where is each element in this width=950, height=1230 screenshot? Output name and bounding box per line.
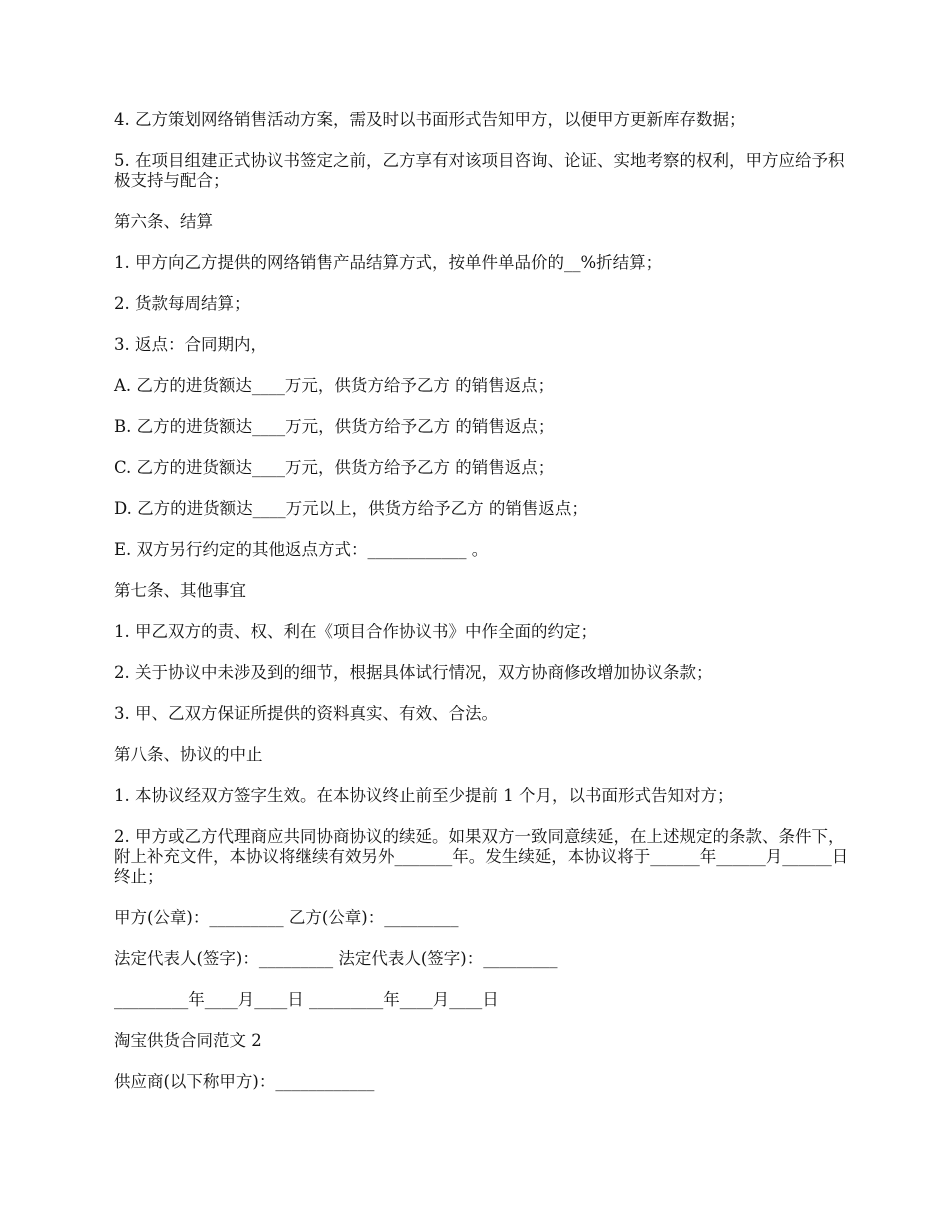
clause-4-planning: 4. 乙方策划网络销售活动方案，需及时以书面形式告知甲方，以便甲方更新库存数据； xyxy=(114,110,746,129)
settlement-item-3: 3. 返点：合同期内， xyxy=(114,335,267,354)
settlement-item-2: 2. 货款每周结算； xyxy=(114,294,251,313)
settlement-item-1: 1. 甲方向乙方提供的网络销售产品结算方式，按单件单品价的__%折结算； xyxy=(114,253,663,272)
seal-line: 甲方(公章)：_________ 乙方(公章)：_________ xyxy=(114,908,459,927)
other-item-2: 2. 关于协议中未涉及到的细节，根据具体试行情况，双方协商修改增加协议条款； xyxy=(114,663,713,682)
rebate-item-d: D. 乙方的进货额达____万元以上，供货方给予乙方 的销售返点； xyxy=(114,499,588,518)
other-item-1: 1. 甲乙双方的责、权、利在《项目合作协议书》中作全面的约定； xyxy=(114,622,597,641)
date-line: _________年____月____日 _________年____月____日 xyxy=(114,990,499,1009)
sample-title-2: 淘宝供货合同范文 2 xyxy=(114,1031,262,1050)
termination-item-2: 2. 甲方或乙方代理商应共同协商协议的续延。如果双方一致同意续延，在上述规定的条款、条件下，附上补充文件，本协议将继续有效另外_______年。发生续延，本协议将于______年______月______日终止； xyxy=(114,827,849,886)
section-heading-7: 第七条、其他事宜 xyxy=(114,581,246,600)
clause-5-rights: 5. 在项目组建正式协议书签定之前，乙方享有对该项目咨询、论证、实地考察的权利，甲方应给予积极支持与配合； xyxy=(114,151,845,190)
termination-item-1: 1. 本协议经双方签字生效。在本协议终止前至少提前 1 个月，以书面形式告知对方； xyxy=(114,786,734,805)
supplier-line: 供应商(以下称甲方)：____________ xyxy=(114,1072,375,1091)
document-body xyxy=(114,110,856,1113)
section-heading-6: 第六条、结算 xyxy=(114,212,213,231)
rebate-item-e: E. 双方另行约定的其他返点方式：____________ 。 xyxy=(114,540,489,559)
rebate-item-b: B. 乙方的进货额达____万元，供货方给予乙方 的销售返点； xyxy=(114,417,555,436)
rebate-item-a: A. 乙方的进货额达____万元，供货方给予乙方 的销售返点； xyxy=(114,376,555,395)
signature-line: 法定代表人(签字)：_________ 法定代表人(签字)：_________ xyxy=(114,949,558,968)
rebate-item-c: C. 乙方的进货额达____万元，供货方给予乙方 的销售返点； xyxy=(114,458,555,477)
other-item-3: 3. 甲、乙双方保证所提供的资料真实、有效、合法。 xyxy=(114,704,498,723)
section-heading-8: 第八条、协议的中止 xyxy=(114,745,263,764)
